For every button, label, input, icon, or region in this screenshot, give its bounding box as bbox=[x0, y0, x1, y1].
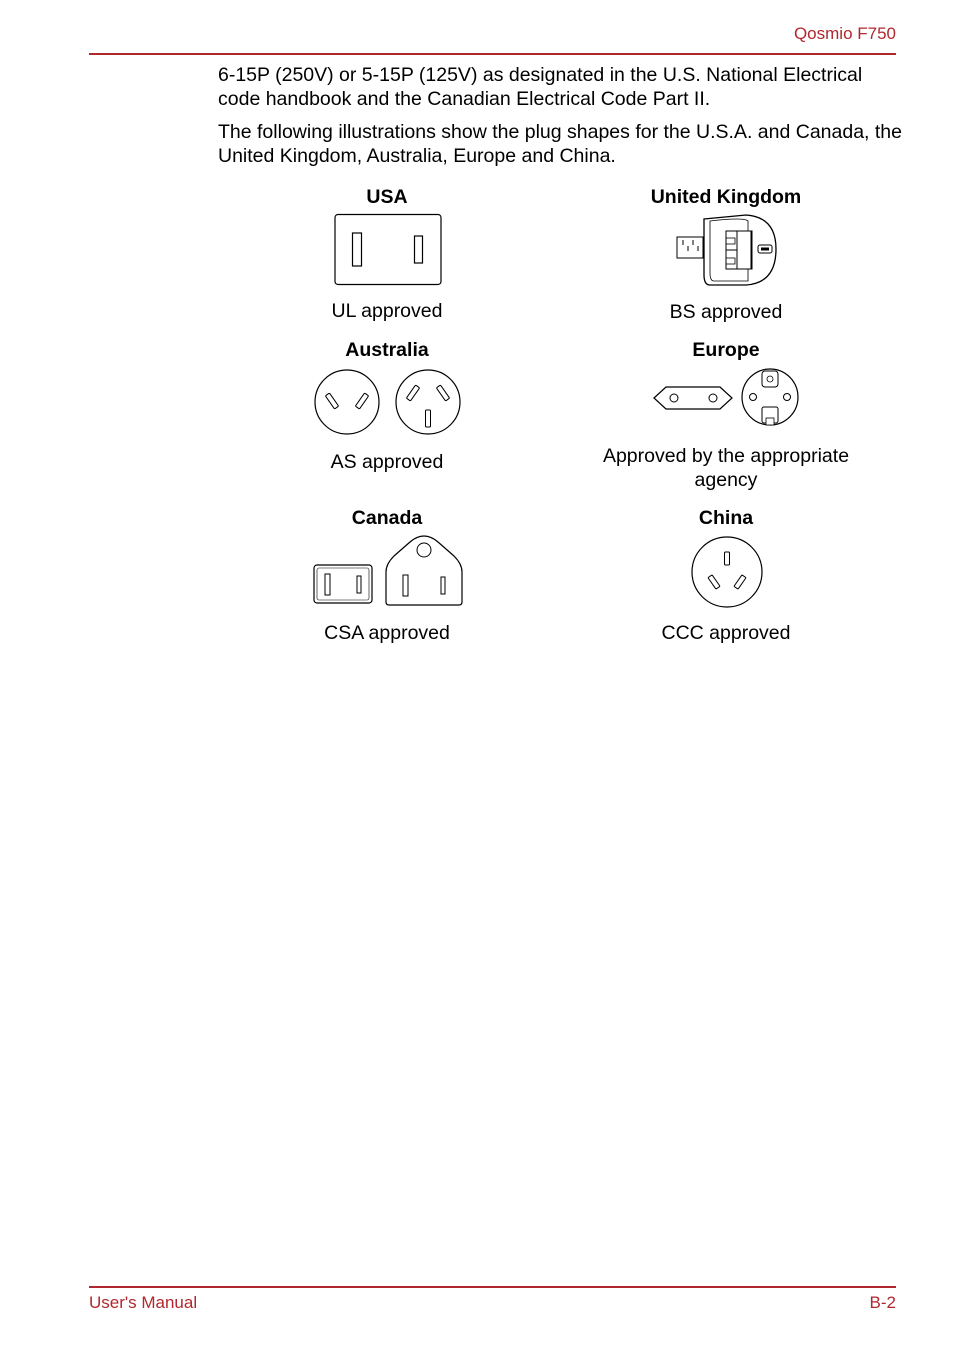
plug-approval-usa: UL approved bbox=[331, 300, 443, 322]
plug-approval-australia: AS approved bbox=[330, 451, 444, 473]
uk-plug-icon bbox=[674, 213, 780, 289]
plug-approval-uk: BS approved bbox=[669, 301, 783, 323]
plug-region-europe: Europe bbox=[692, 339, 760, 361]
plug-approval-china: CCC approved bbox=[661, 622, 791, 644]
plug-region-usa: USA bbox=[366, 186, 408, 208]
header-title: Qosmio F750 bbox=[793, 24, 896, 43]
canada-plug-icon bbox=[312, 534, 464, 608]
paragraph-plug-standards: 6-15P (250V) or 5-15P (125V) as designated in the U.S. National Electrical code handbook and the Canadian Electrical Code Part II. bbox=[218, 64, 863, 110]
plug-approval-europe: Approved by the appropriate agency bbox=[602, 445, 850, 491]
australia-plug-icon bbox=[312, 366, 464, 438]
paragraph-plug-illustrations: The following illustrations show the plug shapes for the U.S.A. and Canada, the United Kingdom, Australia, Europe and China. bbox=[218, 121, 902, 167]
china-plug-icon bbox=[689, 534, 765, 610]
plug-region-australia: Australia bbox=[345, 339, 429, 361]
footer-page-number: B-2 bbox=[869, 1293, 896, 1312]
plug-region-china: China bbox=[698, 507, 754, 529]
footer-manual-title: User's Manual bbox=[89, 1293, 198, 1312]
plug-region-canada: Canada bbox=[351, 507, 423, 529]
header-rule bbox=[89, 53, 896, 55]
plug-region-uk: United Kingdom bbox=[650, 186, 802, 208]
usa-plug-icon bbox=[333, 213, 443, 287]
plug-approval-canada: CSA approved bbox=[324, 622, 450, 644]
europe-plug-icon bbox=[652, 366, 802, 428]
footer-rule bbox=[89, 1286, 896, 1288]
